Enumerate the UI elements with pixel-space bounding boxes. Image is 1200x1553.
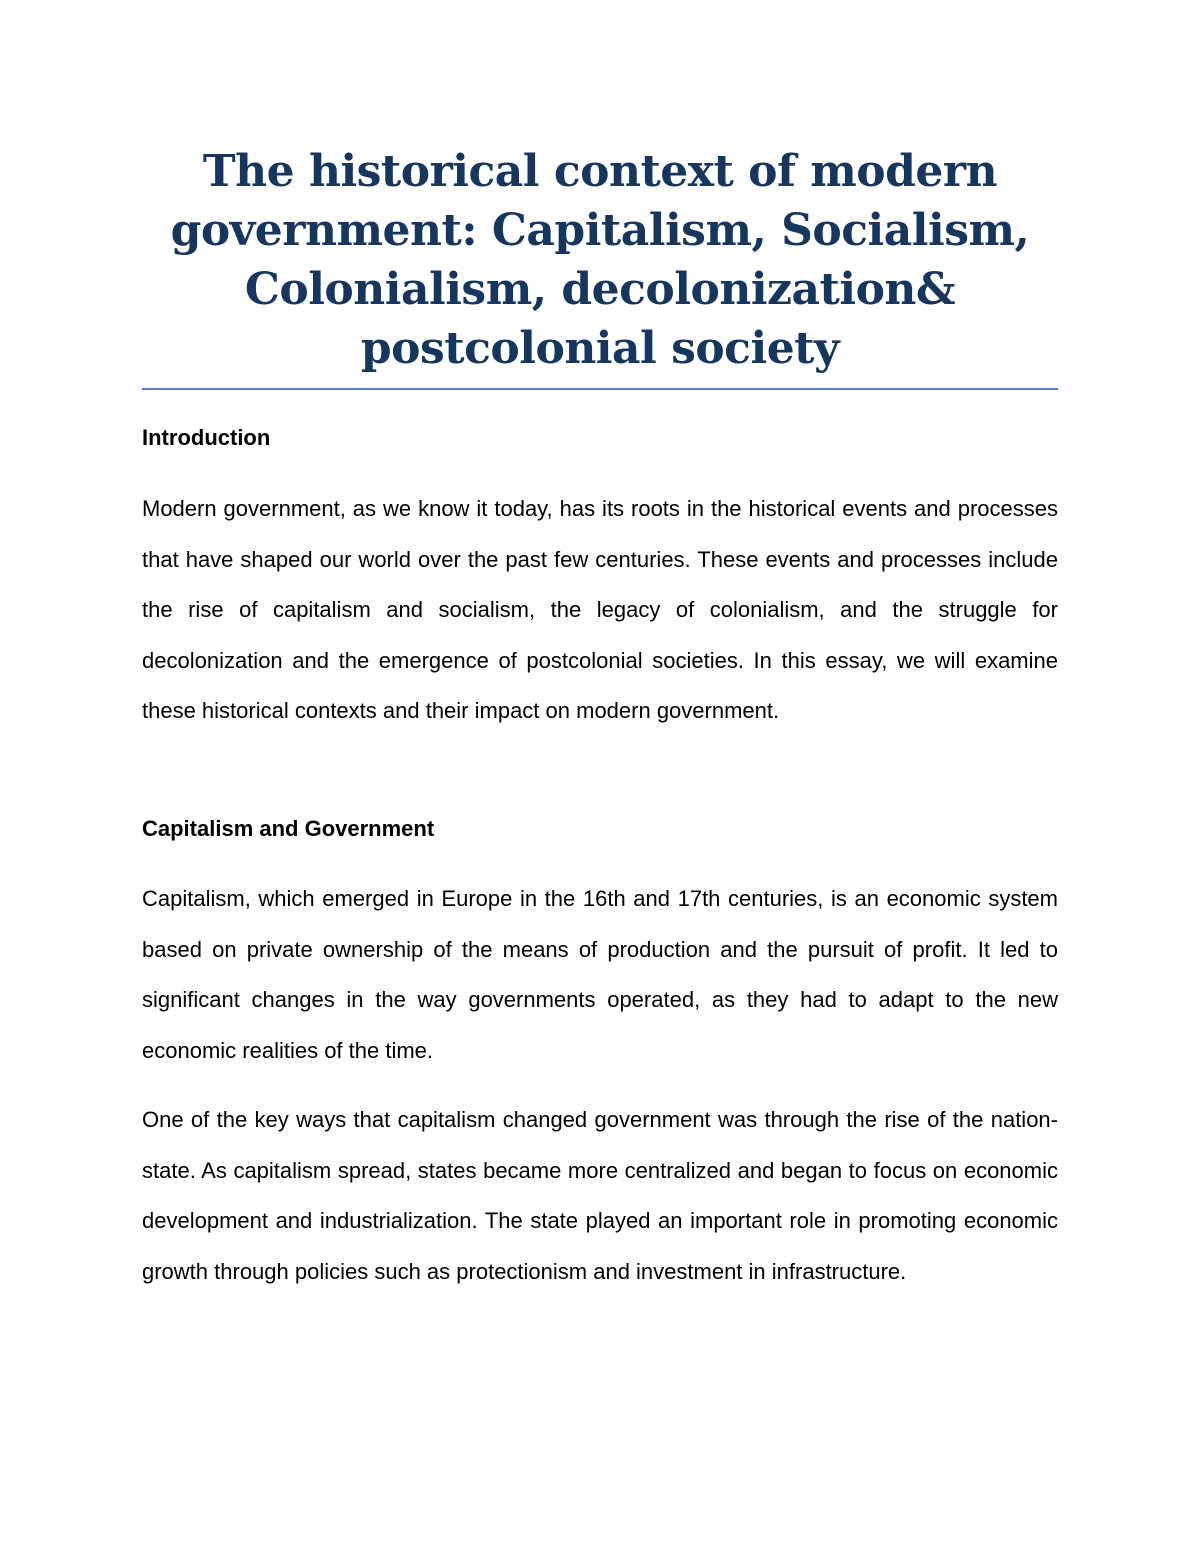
capitalism-paragraph-1: Capitalism, which emerged in Europe in the 16th and 17th centuries, is an economic system based on private ownership of the means of production and the pursuit of profit. It led to significant changes in the way governments operated, as they had to adapt to the new economic realities of the time.	[142, 886, 1058, 1063]
document-title: The historical context of modern government: Capitalism, Socialism, Colonialism, decolonization& postcolonial society	[170, 146, 1030, 374]
title-divider	[142, 388, 1058, 390]
section-heading-introduction: Introduction	[142, 425, 271, 450]
capitalism-paragraph-2: One of the key ways that capitalism changed government was through the rise of the nation-state. As capitalism spread, states became more centralized and began to focus on economic development and industrialization. The state played an important role in promoting economic growth through policies such as protectionism and investment in infrastructure.	[142, 1107, 1058, 1284]
section-heading-capitalism: Capitalism and Government	[142, 816, 435, 841]
introduction-paragraph: Modern government, as we know it today, has its roots in the historical events and processes that have shaped our world over the past few centuries. These events and processes include the rise of capitalism and socialism, the legacy of colonialism, and the struggle for decolonization and the emergence of postcolonial societies. In this essay, we will examine these historical contexts and their impact on modern government.	[142, 496, 1058, 723]
